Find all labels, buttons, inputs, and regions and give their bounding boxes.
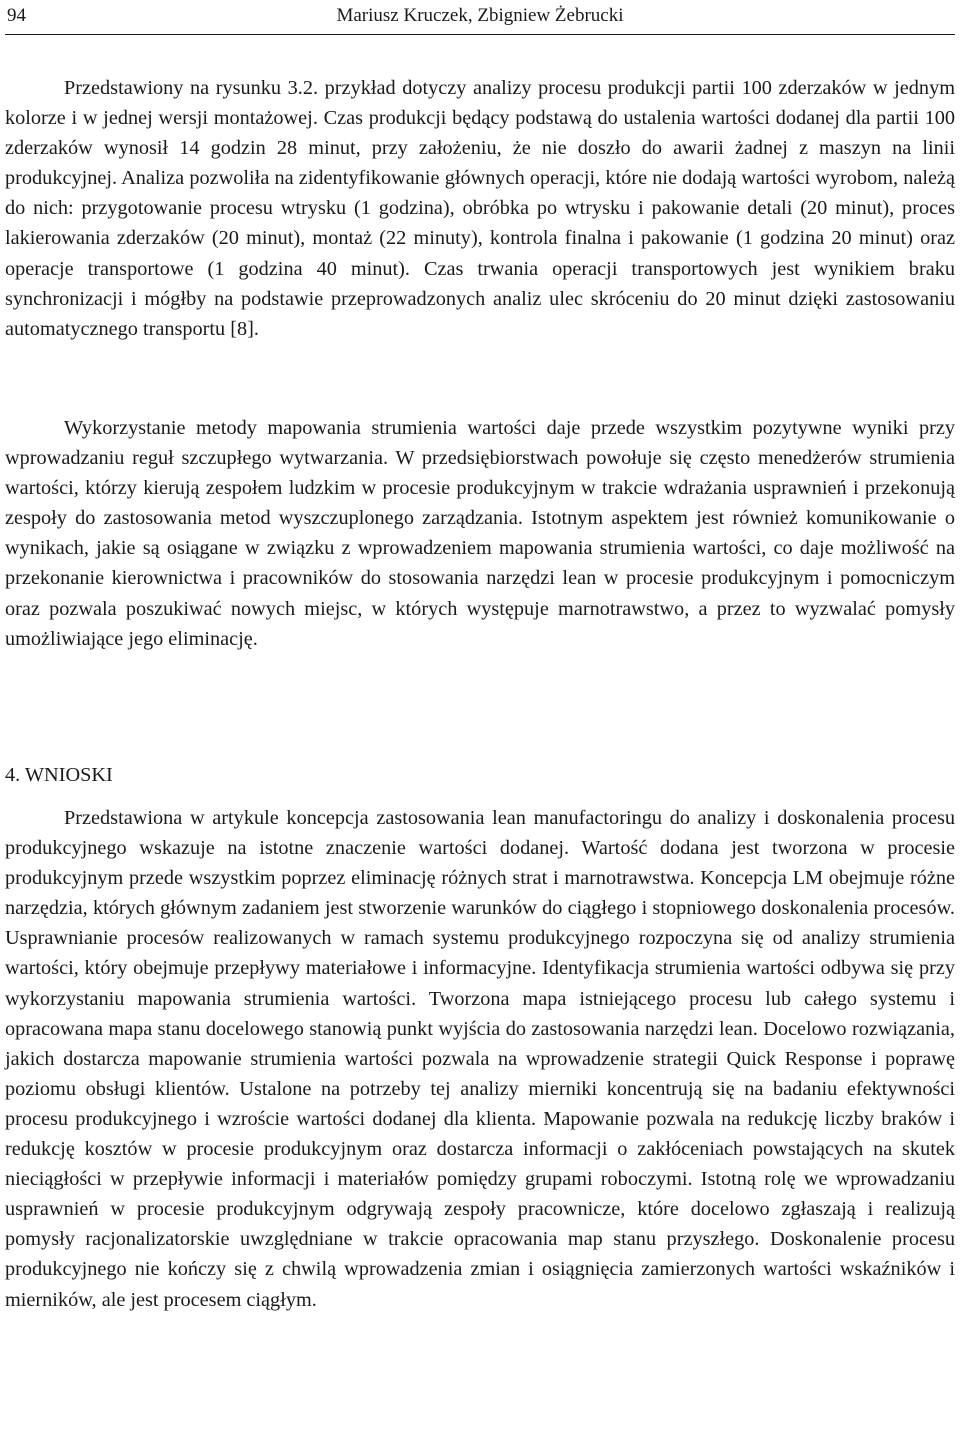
paragraph-rysunek-analiza: Przedstawiony na rysunku 3.2. przykład dotyczy analizy procesu produkcji partii 100 zderzaków w jednym kolorze i w jednej wersji montażowej. Czas produkcji będący podstawą do ustalenia wartości dodanej dla partii 100 zderzaków wynosił 14 godzin 28 minut, przy założeniu, że nie doszło do awarii żadnej z maszyn na linii produkcyjnej. Analiza pozwoliła na zidentyfikowanie głównych operacji, które nie dodają wartości wyrobom, należą do nich: przygotowanie procesu wtrysku (1 godzina), obróbka po wtrysku i pakowanie detali (20 minut), proces lakierowania zderzaków (20 minut), montaż (22 minuty), kontrola finalna i pakowanie (1 godzina 20 minut) oraz operacje transportowe (1 godzina 40 minut). Czas trwania operacji transportowych jest wynikiem braku synchronizacji i mógłby na podstawie przeprowadzonych analiz ulec skróceniu do 20 minut dzięki zastosowaniu automatycznego transportu [8]. [5, 77, 955, 340]
document-page [5, 0, 955, 1311]
page-number: 94 [7, 5, 26, 26]
running-header [5, 0, 955, 34]
paragraph-wnioski: Przedstawiona w artykule koncepcja zastosowania lean manufactoringu do analizy i doskonalenia procesu produkcyjnego wskazuje na istotne znaczenie wartości dodanej. Wartość dodana jest tworzona w procesie produkcyjnym przede wszystkim poprzez eliminację różnych strat i marnotrawstwa. Koncepcja LM obejmuje różne narzędzia, których głównym zadaniem jest stworzenie warunków do ciągłego i stopniowego doskonalenia procesów. Usprawnianie procesów realizowanych w ramach systemu produkcyjnego rozpoczyna się od analizy strumienia wartości, który obejmuje przepływy materiałowe i informacyjne. Identyfikacja strumienia wartości odbywa się przy wykorzystaniu mapowania strumienia wartości. Tworzona mapa istniejącego procesu lub całego systemu i opracowana mapa stanu docelowego stanowią punkt wyjścia do zastosowania narzędzi lean. Docelowo rozwiązania, jakich dostarcza mapowanie strumienia wartości pozwala na wprowadzenie strategii Quick Response i poprawę poziomu obsługi klientów. Ustalone na potrzeby tej analizy mierniki koncentrują się na badaniu efektywności procesu produkcyjnego i wzroście wartości dodanej dla klienta. Mapowanie pozwala na redukcję liczby braków i redukcję kosztów w procesie produkcyjnym oraz dostarcza informacji o zakłóceniach powstających na skutek nieciągłości w przepływie informacji i materiałów pomiędzy grupami roboczymi. Istotną rolę we wprowadzaniu usprawnień w procesie produkcyjnym odgrywają zespoły pracownicze, które docelowo zgłaszają i realizują pomysły racjonalizatorskie uwzględniane w trakcie opracowania map stanu przyszłego. Doskonalenie procesu produkcyjnego nie kończy się z chwilą wprowadzenia zmian i osiągnięcia zamierzonych wartości wskaźników i mierników, ale jest procesem ciągłym. [5, 807, 955, 1311]
section-heading: 4. WNIOSKI [5, 764, 113, 786]
header-authors: Mariusz Kruczek, Zbigniew Żebrucki [336, 5, 624, 26]
header-rule [5, 34, 955, 35]
paragraph-mapowanie: Wykorzystanie metody mapowania strumienia wartości daje przede wszystkim pozytywne wyniki przy wprowadzaniu reguł szczupłego wytwarzania. W przedsiębiorstwach powołuje się często menedżerów strumienia wartości, którzy kierują zespołem ludzkim w procesie produkcyjnym w trakcie wdrażania usprawnień i przekonują zespoły do zastosowania metod wyszczuplonego zarządzania. Istotnym aspektem jest również komunikowanie o wynikach, jakie są osiągane w związku z wprowadzeniem mapowania strumienia wartości, co daje możliwość na przekonanie kierownictwa i pracowników do stosowania narzędzi lean w procesie produkcyjnym i pomocniczym oraz pozwala poszukiwać nowych miejsc, w których występuje marnotrawstwo, a przez to wyzwalać pomysły umożliwiające jego eliminację. [5, 417, 955, 650]
